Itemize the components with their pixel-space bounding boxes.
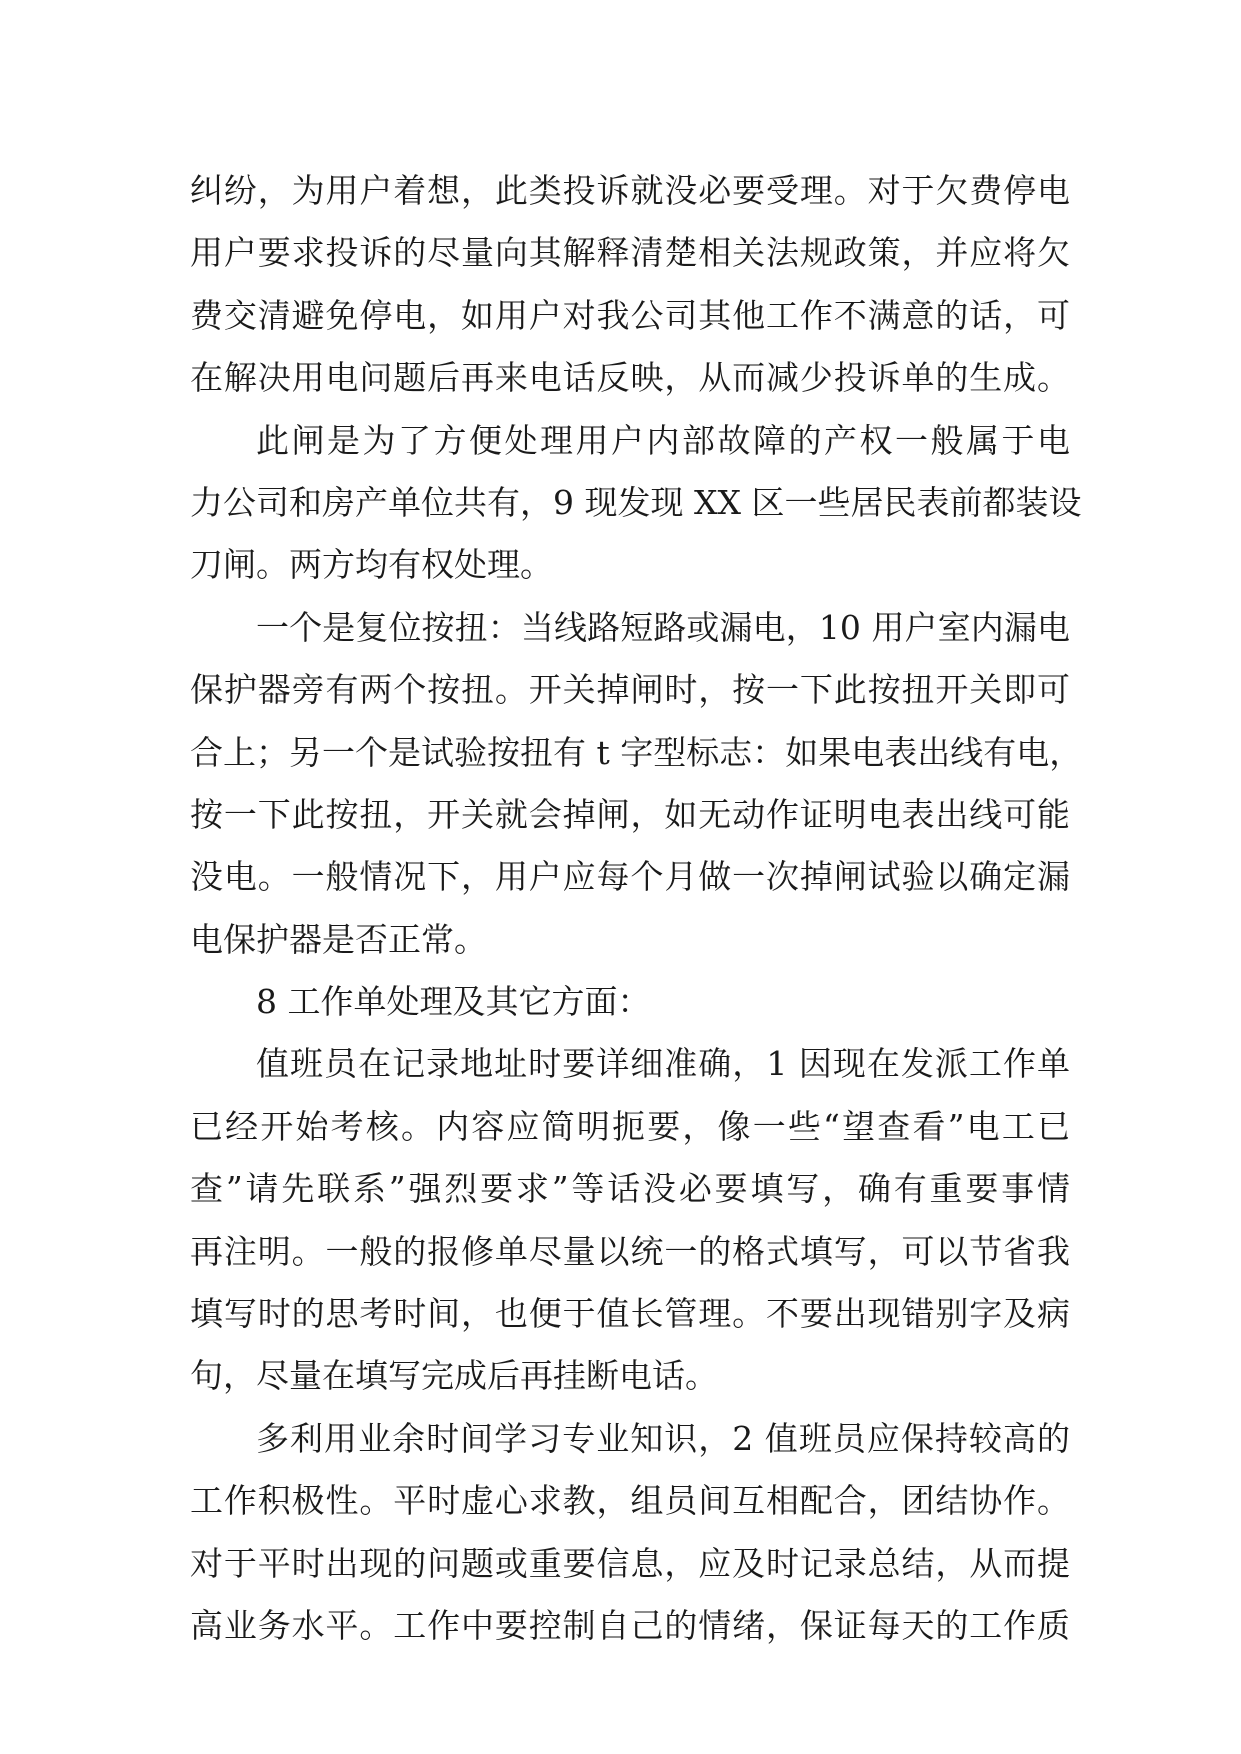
text-line: 没电。一般情况下，用户应每个月做一次掉闸试验以确定漏 [190, 857, 1070, 897]
text-line: 已经开始考核。内容应简明扼要，像一些“望查看”电工已 [190, 1106, 1070, 1146]
paragraph-end-line: 电保护器是否正常。 [190, 919, 487, 959]
text-line: 在解决用电问题后再来电话反映，从而减少投诉单的生成。 [190, 358, 1070, 398]
text-line: 工作积极性。平时虚心求教，组员间互相配合，团结协作。 [190, 1481, 1070, 1521]
paragraph-start-line: 一个是复位按扭：当线路短路或漏电，10 用户室内漏电 [256, 607, 1070, 647]
text-line: 对于平时出现的问题或重要信息，应及时记录总结，从而提 [190, 1543, 1070, 1583]
text-line: 用户要求投诉的尽量向其解释清楚相关法规政策，并应将欠 [190, 233, 1070, 273]
text-line: 高业务水平。工作中要控制自己的情绪，保证每天的工作质 [190, 1605, 1070, 1645]
document-body [190, 160, 1083, 1657]
text-line: 再注明。一般的报修单尽量以统一的格式填写，可以节省我 [190, 1231, 1070, 1271]
paragraph-start-line: 值班员在记录地址时要详细准确，1 因现在发派工作单 [256, 1044, 1070, 1084]
text-line: 力公司和房产单位共有，9 现发现 XX 区一些居民表前都装设 [190, 482, 1082, 522]
text-line: 费交清避免停电，如用户对我公司其他工作不满意的话，可 [190, 295, 1070, 335]
section-heading: 8 工作单处理及其它方面： [256, 982, 651, 1022]
text-line: 合上；另一个是试验按扭有 t 字型标志：如果电表出线有电， [190, 732, 1083, 772]
text-line: 保护器旁有两个按扭。开关掉闸时，按一下此按扭开关即可 [190, 670, 1070, 710]
text-line: 查”请先联系”强烈要求”等话没必要填写，确有重要事情 [190, 1169, 1070, 1209]
paragraph-end-line: 句，尽量在填写完成后再挂断电话。 [190, 1356, 718, 1396]
paragraph-start-line: 此闸是为了方便处理用户内部故障的产权一般属于电 [256, 420, 1070, 460]
text-line: 按一下此按扭，开关就会掉闸，如无动作证明电表出线可能 [190, 794, 1070, 834]
text-line: 填写时的思考时间，也便于值长管理。不要出现错别字及病 [190, 1294, 1070, 1334]
text-line: 纠纷，为用户着想，此类投诉就没必要受理。对于欠费停电 [190, 171, 1070, 210]
paragraph-end-line: 刀闸。两方均有权处理。 [190, 545, 553, 585]
paragraph-start-line: 多利用业余时间学习专业知识，2 值班员应保持较高的 [256, 1418, 1070, 1458]
